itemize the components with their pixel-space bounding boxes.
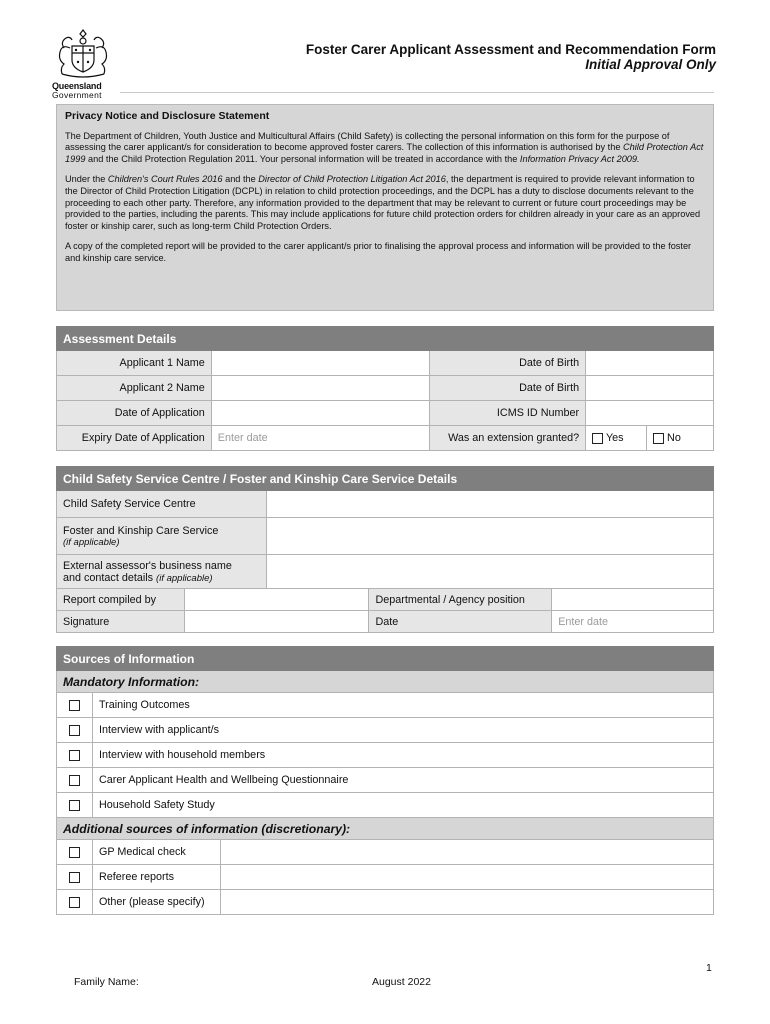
service-centre-label: Child Safety Service Centre: [57, 491, 267, 518]
page-title: Foster Carer Applicant Assessment and Recommendation Form: [305, 42, 716, 57]
mandatory-heading: Mandatory Information:: [57, 671, 714, 693]
fkcs-label: [57, 518, 267, 555]
mandatory-item: Carer Applicant Health and Wellbeing Questionnaire: [92, 768, 713, 793]
external-assessor-field[interactable]: [266, 555, 713, 589]
report-compiled-by-label: Report compiled by: [57, 589, 185, 611]
privacy-heading: Privacy Notice and Disclosure Statement: [65, 110, 270, 122]
sources-heading: Sources of Information: [57, 647, 714, 671]
checkbox[interactable]: [69, 897, 80, 908]
mandatory-checkbox-cell[interactable]: [57, 743, 93, 768]
mandatory-item: Interview with applicant/s: [92, 718, 713, 743]
extension-yes-option[interactable]: [586, 426, 647, 451]
privacy-p1-italic-2: Information Privacy Act 2009.: [519, 153, 640, 164]
agency-position-label: Departmental / Agency position: [369, 589, 552, 611]
date-of-application-field[interactable]: [211, 401, 430, 426]
page-subtitle: Initial Approval Only: [585, 57, 716, 72]
privacy-p2-text-c: , the department is required to provide relevant information to the Director of Child Protection Litigation (DCPL) in relation to child protection proceedings, and the DCPL has a duty to disclose documents relevant to the proceeding to each other party. Therefore, any information provided to the department that may be relevant to current or future court proceedings may be provided to the parties, including the parents. This may include applications for future child protection orders for children already in your care as an approved foster or kinship carer, such as long-term Child Protection Orders.: [65, 174, 701, 231]
header-divider: [120, 92, 714, 93]
extension-no-option[interactable]: [647, 426, 714, 451]
additional-checkbox-cell[interactable]: [57, 865, 93, 890]
date-of-application-label: Date of Application: [57, 401, 212, 426]
mandatory-item: Interview with household members: [92, 743, 713, 768]
additional-item: Referee reports: [92, 865, 220, 890]
fkcs-field[interactable]: [266, 518, 713, 555]
yes-checkbox[interactable]: [592, 433, 603, 444]
mandatory-checkbox-cell[interactable]: [57, 718, 93, 743]
applicant-2-dob-label: Date of Birth: [430, 376, 586, 401]
external-assessor-line-2-text: and contact details: [63, 571, 154, 584]
service-details-heading: Child Safety Service Centre / Foster and Kinship Care Service Details: [57, 467, 714, 491]
applicant-1-name-field[interactable]: [211, 351, 430, 376]
mandatory-checkbox-cell[interactable]: [57, 768, 93, 793]
signature-field[interactable]: [184, 611, 369, 633]
no-checkbox[interactable]: [653, 433, 664, 444]
checkbox[interactable]: [69, 725, 80, 736]
privacy-p2-text-b: and the: [222, 174, 259, 185]
privacy-p1-text-b: and the Child Protection Regulation 2011. Your personal information will be treated in accordance with the: [85, 153, 520, 164]
logo-text-government: Government: [52, 90, 102, 100]
privacy-p2-italic-1: Children's Court Rules 2016: [107, 174, 223, 185]
mandatory-checkbox-cell[interactable]: [57, 693, 93, 718]
privacy-p1-text-a: The Department of Children, Youth Justice and Multicultural Affairs (Child Safety) is collecting the personal information on this form for the purpose of assessing the carer applicant/s for consideration to become approved foster carers. The collection of this information is authorised by the: [65, 130, 670, 153]
applicant-1-name-label: Applicant 1 Name: [57, 351, 212, 376]
mandatory-item: Household Safety Study: [92, 793, 713, 818]
checkbox[interactable]: [69, 750, 80, 761]
service-centre-field[interactable]: [266, 491, 713, 518]
assessment-details-table: [56, 326, 714, 451]
footer-date: August 2022: [372, 976, 431, 988]
privacy-paragraph-2: [65, 174, 705, 232]
additional-item-field[interactable]: [220, 865, 713, 890]
checkbox[interactable]: [69, 847, 80, 858]
date-field[interactable]: Enter date: [552, 611, 714, 633]
icms-id-field[interactable]: [586, 401, 714, 426]
privacy-p2-text-a: Under the: [65, 174, 108, 185]
expiry-date-label: Expiry Date of Application: [57, 426, 212, 451]
agency-position-field[interactable]: [552, 589, 714, 611]
checkbox[interactable]: [69, 800, 80, 811]
privacy-p2-italic-2: Director of Child Protection Litigation Act 2016: [258, 174, 446, 185]
mandatory-checkbox-cell[interactable]: [57, 793, 93, 818]
external-assessor-line-1: External assessor's business name: [63, 559, 232, 572]
privacy-p1-italic-1: Child Protection Act 1999: [65, 142, 704, 164]
mandatory-item: Training Outcomes: [92, 693, 713, 718]
external-if-applicable: (if applicable): [156, 572, 213, 584]
fkcs-label-text: Foster and Kinship Care Service: [63, 524, 219, 537]
applicant-2-dob-field[interactable]: [586, 376, 714, 401]
applicant-2-name-label: Applicant 2 Name: [57, 376, 212, 401]
external-assessor-label: [57, 555, 267, 589]
additional-heading: Additional sources of information (discretionary):: [57, 818, 714, 840]
fkcs-if-applicable: (if applicable): [63, 536, 120, 548]
privacy-paragraph-1: [65, 131, 705, 166]
additional-checkbox-cell[interactable]: [57, 840, 93, 865]
no-label: No: [667, 432, 681, 444]
applicant-1-dob-field[interactable]: [586, 351, 714, 376]
icms-id-label: ICMS ID Number: [430, 401, 586, 426]
external-assessor-line-2: [63, 572, 260, 584]
additional-checkbox-cell[interactable]: [57, 890, 93, 915]
privacy-paragraph-3: A copy of the completed report will be provided to the carer applicant/s prior to finalising the approval process and information will be provided to the foster and kinship care service.: [65, 241, 692, 263]
additional-item-field[interactable]: [220, 840, 713, 865]
report-compiled-by-field[interactable]: [184, 589, 369, 611]
expiry-date-field[interactable]: Enter date: [211, 426, 430, 451]
page-number: 1: [706, 962, 712, 974]
applicant-1-dob-label: Date of Birth: [430, 351, 586, 376]
queensland-government-logo: [52, 26, 116, 99]
additional-item: Other (please specify): [92, 890, 220, 915]
footer-family-name: Family Name:: [74, 976, 139, 988]
service-details-table: [56, 466, 714, 633]
applicant-2-name-field[interactable]: [211, 376, 430, 401]
additional-item: GP Medical check: [92, 840, 220, 865]
signature-label: Signature: [57, 611, 185, 633]
additional-item-field[interactable]: [220, 890, 713, 915]
checkbox[interactable]: [69, 775, 80, 786]
yes-label: Yes: [605, 432, 624, 444]
checkbox[interactable]: [69, 700, 80, 711]
coat-of-arms-icon: [52, 26, 114, 80]
date-label: Date: [369, 611, 552, 633]
form-title-block: [306, 42, 716, 72]
assessment-details-heading: Assessment Details: [57, 327, 714, 351]
sources-table: [56, 646, 714, 915]
extension-granted-label: Was an extension granted?: [430, 426, 586, 451]
checkbox[interactable]: [69, 872, 80, 883]
logo-text-queensland: Queensland: [52, 81, 102, 91]
privacy-notice: [56, 104, 714, 311]
